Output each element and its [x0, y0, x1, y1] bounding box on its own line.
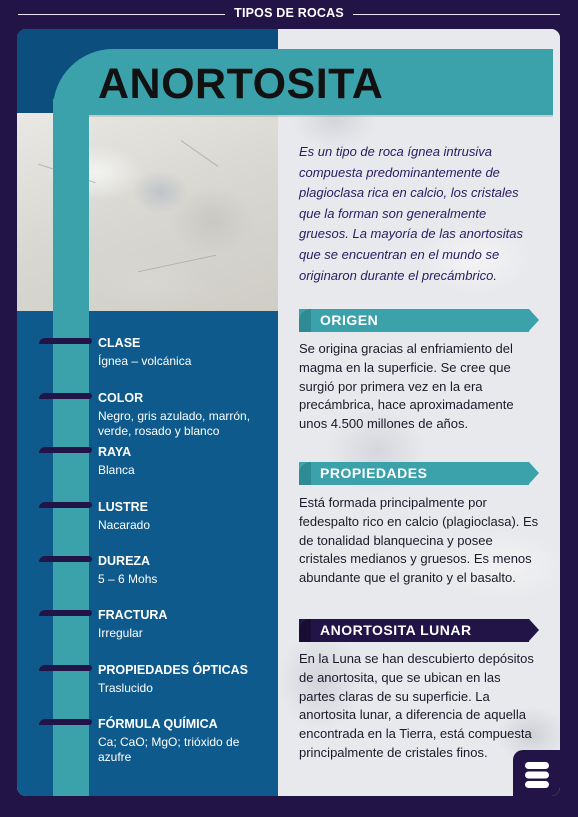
property-label: CLASE	[98, 336, 141, 350]
property-value: Blanca	[98, 463, 135, 477]
section-heading-label: ORIGEN	[320, 312, 379, 328]
section-heading-label: PROPIEDADES	[320, 465, 428, 481]
property-value: Negro, gris azulado, marrón, verde, rosado y blanco	[98, 409, 251, 438]
section-heading-label: ANORTOSITA LUNAR	[320, 622, 472, 638]
property-value: Irregular	[98, 626, 143, 640]
property-value: Nacarado	[98, 518, 151, 532]
property-label: LUSTRE	[98, 500, 148, 514]
property-marker	[39, 665, 89, 671]
header-rule-left	[18, 14, 225, 15]
property-label: RAYA	[98, 445, 132, 459]
property-marker	[39, 502, 89, 508]
property-marker	[39, 719, 89, 725]
title-band	[53, 49, 553, 115]
section-heading-propiedades	[299, 462, 529, 485]
property-label: DUREZA	[98, 554, 151, 568]
property-label: FÓRMULA QUÍMICA	[98, 717, 218, 731]
section-body-origen: Se origina gracias al enfriamiento del magma en la superficie. Se cree que surgió por primera vez en la era precámbrica, hace aproximadamente unos 4.500 millones de años.	[299, 341, 514, 432]
page-title: ANORTOSITA	[98, 60, 384, 108]
header-bar	[0, 0, 578, 28]
property-value: Ca; CaO; MgO; trióxido de azufre	[98, 735, 240, 764]
intro-text: Es un tipo de roca ígnea intrusiva compuesta predominantemente de plagioclasa rica en calcio, los cristales que la forman son generalmente gruesos. La mayoría de las anortositas que se encuentran en el mundo se originaron durante el precámbrico.	[299, 144, 524, 283]
property-marker	[39, 338, 89, 344]
property-label: FRACTURA	[98, 608, 168, 622]
corner-tab	[513, 750, 560, 796]
section-body-propiedades: Está formada principalmente por fedespalto rico en calcio (plagioclasa). Es de tonalidad blanquecina y posee cristales medianos y gruesos. Es menos abundante que el granito y el basalto.	[299, 495, 539, 586]
section-heading-origen	[299, 309, 529, 332]
rock-card	[17, 29, 560, 796]
property-value: 5 – 6 Mohs	[98, 572, 158, 586]
property-value: Ígnea – volcánica	[98, 354, 192, 368]
property-marker	[39, 447, 89, 453]
section-body-anortosita-lunar: En la Luna se han descubierto depósitos de anortosita, que se ubican en las partes claras de su superficie. La anortosita lunar, a diferencia de aquella encontrada en la Tierra, está compuesta principalmente de cristales finos.	[299, 651, 534, 760]
property-label: PROPIEDADES ÓPTICAS	[98, 663, 249, 677]
section-label: TIPOS DE ROCAS	[234, 6, 344, 20]
section-heading-anortosita-lunar	[299, 619, 529, 642]
database-icon	[522, 760, 552, 790]
property-value: Traslucido	[98, 681, 153, 695]
property-marker	[39, 610, 89, 616]
property-marker	[39, 393, 89, 399]
property-label: COLOR	[98, 391, 144, 405]
header-rule-right	[353, 14, 560, 15]
property-marker	[39, 556, 89, 562]
